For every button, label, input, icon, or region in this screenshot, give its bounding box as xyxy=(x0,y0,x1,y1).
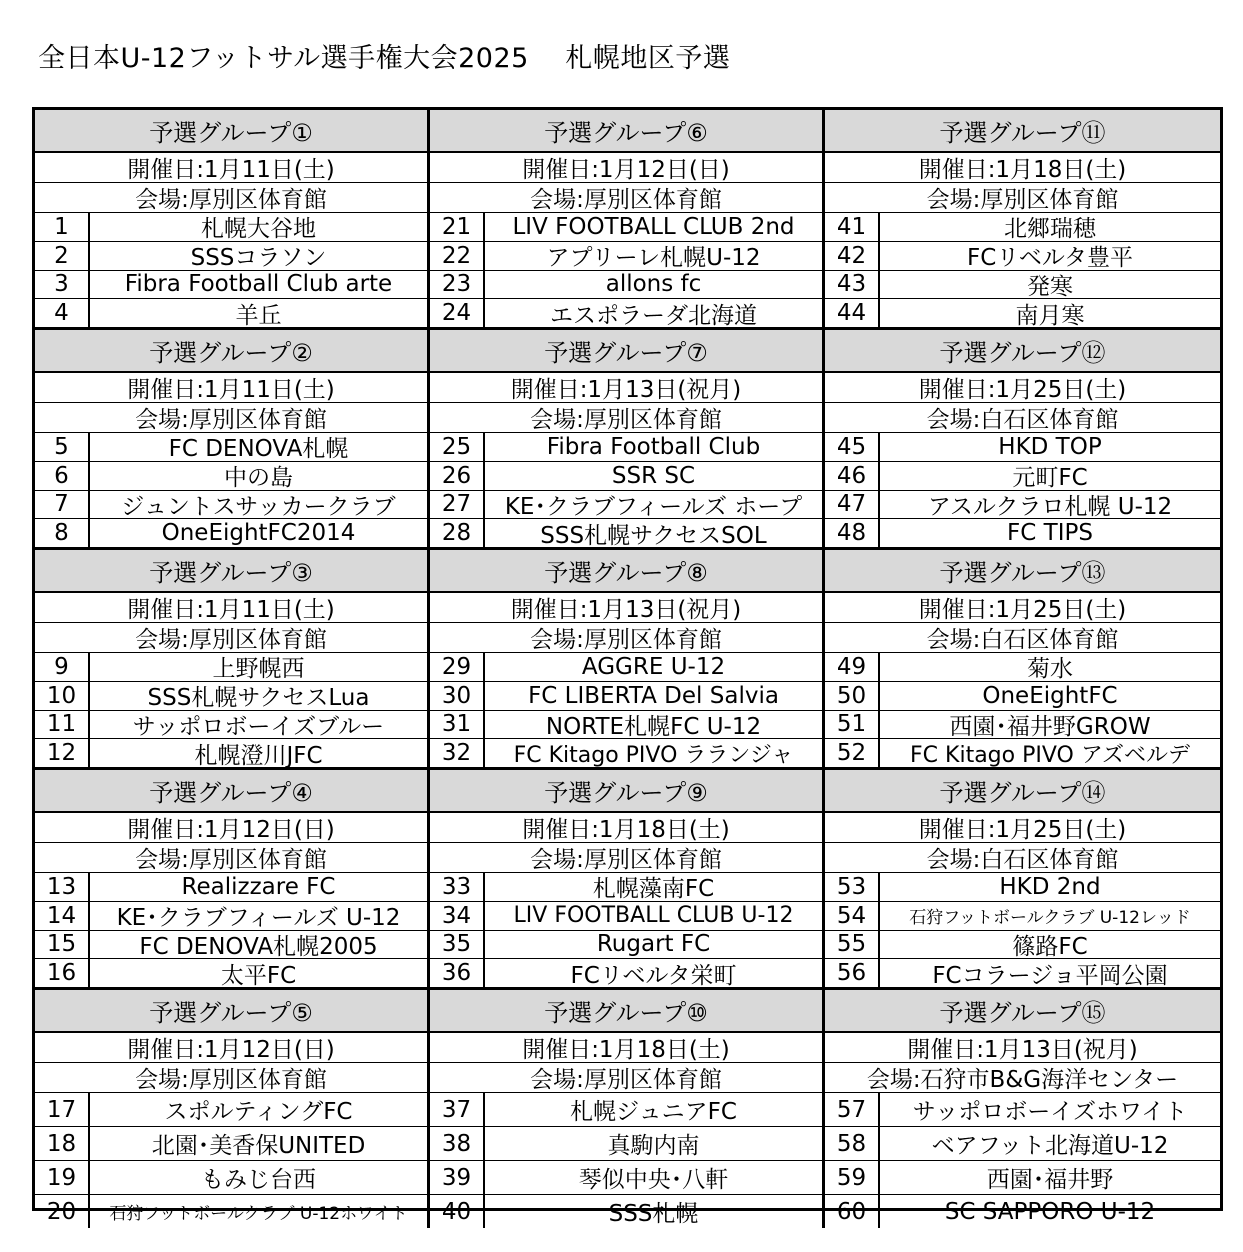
group-header: 予選グループ⑪ xyxy=(825,110,1220,153)
team-row xyxy=(35,1195,427,1228)
team-row xyxy=(430,902,822,931)
team-name: OneEightFC xyxy=(982,682,1118,709)
team-number: 60 xyxy=(825,1195,880,1228)
team-name: FCコラージョ平岡公園 xyxy=(932,962,1168,987)
team-number: 21 xyxy=(430,213,485,241)
team-name: SSS札幌サクセスLua xyxy=(147,685,370,710)
team-number: 1 xyxy=(35,213,90,241)
team-row xyxy=(35,711,427,740)
group-block xyxy=(35,110,427,330)
team-number: 8 xyxy=(35,519,90,547)
group-venue: 会場:厚別区体育館 xyxy=(430,1063,822,1093)
team-row xyxy=(35,653,427,682)
team-number: 44 xyxy=(825,299,880,327)
team-row xyxy=(430,462,822,491)
team-number: 52 xyxy=(825,739,880,767)
team-number: 34 xyxy=(430,902,485,930)
team-row xyxy=(430,299,822,327)
team-number: 26 xyxy=(430,462,485,490)
team-row xyxy=(825,1195,1220,1228)
team-number: 36 xyxy=(430,959,485,987)
team-row xyxy=(430,433,822,462)
team-number: 14 xyxy=(35,902,90,930)
team-name: 札幌大谷地 xyxy=(201,216,316,241)
team-row xyxy=(35,519,427,547)
team-number: 10 xyxy=(35,682,90,710)
team-name: AGGRE U-12 xyxy=(581,653,726,680)
group-date: 開催日:1月25日(土) xyxy=(825,593,1220,623)
team-number: 15 xyxy=(35,931,90,959)
group-block xyxy=(430,990,822,1228)
group-venue: 会場:白石区体育館 xyxy=(825,623,1220,653)
team-number: 28 xyxy=(430,519,485,547)
team-row xyxy=(430,1093,822,1127)
team-number: 31 xyxy=(430,711,485,739)
team-name: SSS札幌サクセスSOL xyxy=(540,522,767,547)
team-row xyxy=(825,491,1220,520)
team-number: 16 xyxy=(35,959,90,987)
team-name: FC DENOVA札幌 xyxy=(168,436,349,461)
page-title: 全日本U-12フットサル選手権大会2025 札幌地区予選 xyxy=(38,43,731,74)
team-row xyxy=(430,1127,822,1161)
group-venue: 会場:厚別区体育館 xyxy=(430,403,822,433)
team-row xyxy=(35,959,427,987)
group-date: 開催日:1月11日(土) xyxy=(35,593,427,623)
team-number: 32 xyxy=(430,739,485,767)
team-name: スポルティングFC xyxy=(164,1099,353,1125)
team-name: Rugart FC xyxy=(596,931,711,958)
team-number: 35 xyxy=(430,931,485,959)
team-name: 羊丘 xyxy=(235,302,282,327)
group-date: 開催日:1月12日(日) xyxy=(35,1033,427,1063)
team-number: 20 xyxy=(35,1195,90,1228)
team-row xyxy=(825,959,1220,987)
group-block xyxy=(430,770,822,990)
team-name: 札幌藻南FC xyxy=(592,876,715,901)
group-venue: 会場:厚別区体育館 xyxy=(35,1063,427,1093)
team-number: 13 xyxy=(35,873,90,901)
group-date: 開催日:1月25日(土) xyxy=(825,813,1220,843)
team-row xyxy=(35,491,427,520)
group-header: 予選グループ⑥ xyxy=(430,110,822,153)
group-block xyxy=(35,770,427,990)
team-row xyxy=(430,1161,822,1195)
team-name: FC LIBERTA Del Salvia xyxy=(528,682,779,709)
team-name: ジュントスサッカークラブ xyxy=(121,493,396,519)
team-row xyxy=(825,271,1220,300)
team-row xyxy=(35,299,427,327)
team-row xyxy=(35,739,427,767)
team-row xyxy=(430,242,822,271)
team-number: 19 xyxy=(35,1161,90,1194)
team-number: 50 xyxy=(825,682,880,710)
team-row xyxy=(35,931,427,960)
team-name: 真駒内南 xyxy=(607,1133,700,1159)
group-header: 予選グループ⑧ xyxy=(430,550,822,593)
group-header: 予選グループ③ xyxy=(35,550,427,593)
team-row xyxy=(430,1195,822,1228)
group-header: 予選グループ④ xyxy=(35,770,427,813)
team-name: サッポロボーイズホワイト xyxy=(912,1099,1188,1125)
team-row xyxy=(430,711,822,740)
team-number: 25 xyxy=(430,433,485,461)
team-name: HKD 2nd xyxy=(999,873,1101,900)
team-number: 2 xyxy=(35,242,90,270)
team-name: FC Kitago PIVO ラランジャ xyxy=(513,742,794,767)
group-block xyxy=(825,770,1220,990)
team-row xyxy=(35,902,427,931)
team-number: 51 xyxy=(825,711,880,739)
group-block xyxy=(825,990,1220,1228)
team-name: エスポラーダ北海道 xyxy=(550,302,757,327)
group-venue: 会場:白石区体育館 xyxy=(825,843,1220,873)
team-row xyxy=(430,739,822,767)
team-name: FCリベルタ栄町 xyxy=(570,962,737,987)
team-row xyxy=(825,213,1220,242)
team-number: 55 xyxy=(825,931,880,959)
team-row xyxy=(35,1161,427,1195)
team-row xyxy=(825,519,1220,547)
team-name: 元町FC xyxy=(1012,465,1088,490)
team-name: SC SAPPORO U-12 xyxy=(944,1198,1156,1225)
group-block xyxy=(430,550,822,770)
team-name: 発寒 xyxy=(1027,273,1073,299)
team-name: 西園･福井野 xyxy=(986,1167,1114,1193)
team-name: Realizzare FC xyxy=(181,873,336,900)
team-row xyxy=(35,873,427,902)
group-date: 開催日:1月13日(祝月) xyxy=(430,593,822,623)
team-row xyxy=(825,682,1220,711)
team-row xyxy=(35,213,427,242)
team-name: LIV FOOTBALL CLUB U-12 xyxy=(513,903,794,929)
group-date: 開催日:1月12日(日) xyxy=(430,153,822,183)
team-name: アスルクラロ札幌 U-12 xyxy=(927,493,1173,519)
team-number: 27 xyxy=(430,491,485,519)
team-number: 39 xyxy=(430,1161,485,1194)
team-row xyxy=(825,1161,1220,1195)
team-row xyxy=(825,931,1220,960)
group-date: 開催日:1月18日(土) xyxy=(430,813,822,843)
team-name: 札幌澄川JFC xyxy=(194,742,323,767)
team-name: 石狩フットボールクラブ U-12ホワイト xyxy=(109,1204,408,1224)
team-row xyxy=(825,873,1220,902)
team-row xyxy=(430,959,822,987)
team-row xyxy=(825,299,1220,327)
team-number: 57 xyxy=(825,1093,880,1126)
team-number: 12 xyxy=(35,739,90,767)
team-number: 42 xyxy=(825,242,880,270)
group-header: 予選グループ① xyxy=(35,110,427,153)
group-block xyxy=(35,330,427,550)
team-row xyxy=(35,433,427,462)
group-venue: 会場:厚別区体育館 xyxy=(35,623,427,653)
team-name: Fibra Football Club arte xyxy=(124,271,393,298)
team-row xyxy=(430,213,822,242)
team-row xyxy=(430,682,822,711)
team-row xyxy=(825,462,1220,491)
team-row xyxy=(825,653,1220,682)
team-name: FC Kitago PIVO アズベルデ xyxy=(910,742,1190,767)
group-block xyxy=(430,110,822,330)
team-number: 11 xyxy=(35,711,90,739)
team-row xyxy=(825,711,1220,740)
team-number: 22 xyxy=(430,242,485,270)
group-venue: 会場:石狩市B&G海洋センター xyxy=(825,1063,1220,1093)
team-row xyxy=(825,1127,1220,1161)
team-number: 4 xyxy=(35,299,90,327)
group-header: 予選グループ⑤ xyxy=(35,990,427,1033)
team-number: 18 xyxy=(35,1127,90,1160)
team-row xyxy=(825,739,1220,767)
team-number: 6 xyxy=(35,462,90,490)
team-name: SSS札幌 xyxy=(608,1201,699,1227)
group-header: 予選グループ② xyxy=(35,330,427,373)
team-name: FC DENOVA札幌2005 xyxy=(139,933,378,959)
group-venue: 会場:白石区体育館 xyxy=(825,403,1220,433)
team-name: FC TIPS xyxy=(1007,520,1093,547)
group-header: 予選グループ⑫ xyxy=(825,330,1220,373)
group-header: 予選グループ⑭ xyxy=(825,770,1220,813)
team-row xyxy=(825,242,1220,271)
team-row xyxy=(35,462,427,491)
group-venue: 会場:厚別区体育館 xyxy=(825,183,1220,213)
group-venue: 会場:厚別区体育館 xyxy=(430,183,822,213)
team-name: 中の島 xyxy=(224,465,293,490)
team-name: ベアフット北海道U-12 xyxy=(931,1133,1169,1159)
team-number: 56 xyxy=(825,959,880,987)
group-date: 開催日:1月11日(土) xyxy=(35,373,427,403)
group-date: 開催日:1月13日(祝月) xyxy=(825,1033,1220,1063)
team-name: OneEightFC2014 xyxy=(161,520,356,547)
group-venue: 会場:厚別区体育館 xyxy=(430,623,822,653)
team-number: 58 xyxy=(825,1127,880,1160)
groups-table xyxy=(32,107,1223,1227)
team-name: FCリベルタ豊平 xyxy=(967,245,1133,270)
team-row xyxy=(35,242,427,271)
team-row xyxy=(35,271,427,300)
team-name: 石狩フットボールクラブ U-12レッド xyxy=(909,908,1191,929)
group-column xyxy=(35,110,430,1228)
team-number: 17 xyxy=(35,1093,90,1126)
team-name: KE･クラブフィールズ ホープ xyxy=(504,493,803,519)
group-header: 予選グループ⑦ xyxy=(430,330,822,373)
group-header: 予選グループ⑮ xyxy=(825,990,1220,1033)
group-date: 開催日:1月11日(土) xyxy=(35,153,427,183)
team-name: KE･クラブフィールズ U-12 xyxy=(116,905,401,930)
team-name: 篠路FC xyxy=(1012,933,1088,959)
group-venue: 会場:厚別区体育館 xyxy=(35,843,427,873)
group-block xyxy=(825,330,1220,550)
group-date: 開催日:1月12日(日) xyxy=(35,813,427,843)
group-date: 開催日:1月18日(土) xyxy=(430,1033,822,1063)
team-name: SSSコラソン xyxy=(190,245,327,270)
group-venue: 会場:厚別区体育館 xyxy=(430,843,822,873)
team-name: allons fc xyxy=(605,271,702,298)
group-block xyxy=(825,110,1220,330)
group-block xyxy=(35,990,427,1228)
group-block xyxy=(430,330,822,550)
team-number: 9 xyxy=(35,653,90,681)
team-number: 59 xyxy=(825,1161,880,1194)
team-number: 24 xyxy=(430,299,485,327)
team-number: 5 xyxy=(35,433,90,461)
team-number: 54 xyxy=(825,902,880,930)
team-row xyxy=(825,902,1220,931)
group-column xyxy=(430,110,825,1228)
team-name: SSR SC xyxy=(611,462,696,489)
group-header: 予選グループ⑩ xyxy=(430,990,822,1033)
team-number: 29 xyxy=(430,653,485,681)
team-number: 47 xyxy=(825,491,880,519)
team-name: Fibra Football Club xyxy=(546,433,761,460)
team-row xyxy=(35,1127,427,1161)
team-row xyxy=(430,931,822,960)
team-name: 上野幌西 xyxy=(212,656,305,681)
team-name: NORTE札幌FC U-12 xyxy=(545,713,762,739)
team-name: 札幌ジュニアFC xyxy=(570,1099,737,1125)
group-date: 開催日:1月18日(土) xyxy=(825,153,1220,183)
team-number: 49 xyxy=(825,653,880,681)
team-row xyxy=(430,873,822,902)
group-date: 開催日:1月25日(土) xyxy=(825,373,1220,403)
group-block xyxy=(825,550,1220,770)
team-number: 40 xyxy=(430,1195,485,1228)
team-number: 46 xyxy=(825,462,880,490)
team-name: 南月寒 xyxy=(1015,302,1085,327)
team-row xyxy=(35,682,427,711)
team-number: 30 xyxy=(430,682,485,710)
team-row xyxy=(430,519,822,547)
group-block xyxy=(35,550,427,770)
team-number: 41 xyxy=(825,213,880,241)
group-venue: 会場:厚別区体育館 xyxy=(35,183,427,213)
team-name: 琴似中央･八軒 xyxy=(578,1167,729,1193)
team-row xyxy=(825,433,1220,462)
team-number: 3 xyxy=(35,271,90,299)
team-row xyxy=(430,653,822,682)
team-row xyxy=(825,1093,1220,1127)
team-name: 菊水 xyxy=(1027,656,1073,681)
team-number: 53 xyxy=(825,873,880,901)
team-number: 38 xyxy=(430,1127,485,1160)
team-row xyxy=(35,1093,427,1127)
team-row xyxy=(430,491,822,520)
team-number: 43 xyxy=(825,271,880,299)
team-row xyxy=(430,271,822,300)
team-number: 7 xyxy=(35,491,90,519)
group-header: 予選グループ⑬ xyxy=(825,550,1220,593)
team-name: 西園･福井野GROW xyxy=(949,713,1151,739)
team-number: 33 xyxy=(430,873,485,901)
group-column xyxy=(825,110,1220,1228)
team-name: もみじ台西 xyxy=(201,1167,316,1193)
team-name: アプリーレ札幌U-12 xyxy=(546,245,761,270)
group-venue: 会場:厚別区体育館 xyxy=(35,403,427,433)
team-name: LIV FOOTBALL CLUB 2nd xyxy=(512,213,795,240)
team-number: 45 xyxy=(825,433,880,461)
team-number: 37 xyxy=(430,1093,485,1126)
team-number: 48 xyxy=(825,519,880,547)
team-name: 北園･美香保UNITED xyxy=(151,1133,366,1159)
team-name: HKD TOP xyxy=(998,433,1102,460)
team-name: サッポロボーイズブルー xyxy=(132,713,385,739)
group-header: 予選グループ⑨ xyxy=(430,770,822,813)
team-name: 太平FC xyxy=(220,962,297,987)
group-date: 開催日:1月13日(祝月) xyxy=(430,373,822,403)
team-name: 北郷瑞穂 xyxy=(1004,216,1096,241)
team-number: 23 xyxy=(430,271,485,299)
